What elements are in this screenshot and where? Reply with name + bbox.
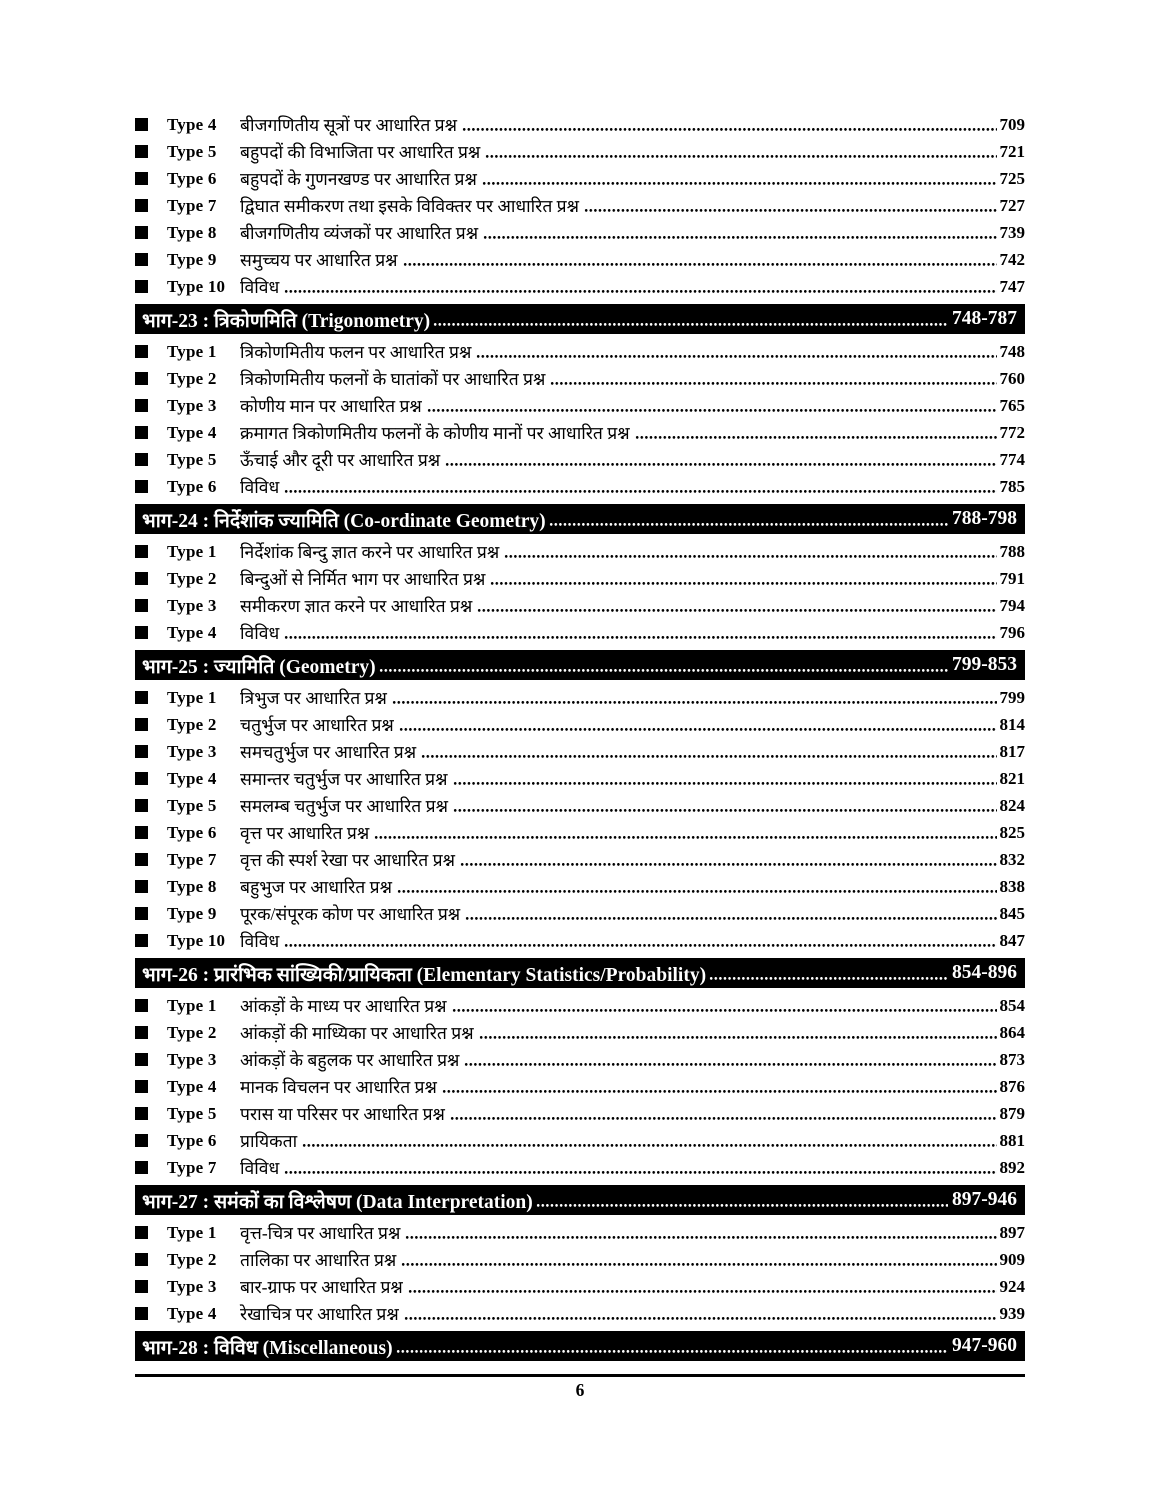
toc-content	[135, 111, 1025, 1401]
entry-page-number: 864	[999, 1022, 1025, 1042]
toc-sections	[135, 111, 1025, 1361]
toc-entry	[135, 992, 1025, 1019]
dot-leader	[421, 738, 996, 765]
dot-leader	[374, 819, 996, 846]
entry-type-label: Type 4	[167, 768, 217, 788]
section-page-range: 788-798	[952, 508, 1017, 529]
entry-type-label: Type 5	[167, 449, 217, 469]
entry-type-label: Type 3	[167, 1049, 217, 1069]
entry-type-label: Type 6	[167, 1130, 217, 1150]
toc-entry	[135, 684, 1025, 711]
entry-type-label: Type 5	[167, 141, 217, 161]
dot-leader	[284, 273, 996, 300]
bullet-square-icon	[135, 1134, 148, 1147]
toc-entry	[135, 792, 1025, 819]
entry-page-number: 774	[999, 449, 1025, 469]
dot-leader	[482, 165, 997, 192]
entry-title: समलम्ब चतुर्भुज पर आधारित प्रश्न	[240, 795, 448, 816]
entry-title: आंकड़ों के माध्य पर आधारित प्रश्न	[240, 995, 447, 1016]
entry-type-label: Type 3	[167, 595, 217, 615]
entry-type-label: Type 7	[167, 195, 217, 215]
entry-type-label: Type 8	[167, 876, 217, 896]
entry-title: चतुर्भुज पर आधारित प्रश्न	[240, 714, 394, 735]
toc-entry	[135, 592, 1025, 619]
entry-page-number: 876	[999, 1076, 1025, 1096]
dot-leader	[442, 1073, 997, 1100]
entry-title: विविध	[240, 276, 280, 297]
entry-type-label: Type 9	[167, 249, 217, 269]
toc-entry	[135, 565, 1025, 592]
toc-entry	[135, 1154, 1025, 1181]
entry-type-label: Type 1	[167, 687, 217, 707]
entry-page-number: 709	[999, 114, 1025, 134]
section-header-bar	[135, 1185, 1025, 1215]
toc-entry	[135, 365, 1025, 392]
bullet-square-icon	[135, 907, 148, 920]
bullet-square-icon	[135, 772, 148, 785]
dot-leader	[635, 419, 997, 446]
entry-title: समुच्चय पर आधारित प्रश्न	[240, 249, 398, 270]
entry-type-label: Type 1	[167, 341, 217, 361]
toc-entry	[135, 138, 1025, 165]
bullet-square-icon	[135, 226, 148, 239]
entry-title: विविध	[240, 930, 280, 951]
entry-type-label: Type 3	[167, 395, 217, 415]
section-title: भाग-26 : प्रारंभिक सांख्यिकी/प्रायिकता (Elementary Statistics/Probability)	[142, 964, 707, 986]
dot-leader	[445, 446, 996, 473]
bullet-square-icon	[135, 172, 148, 185]
section-page-range: 799-853	[952, 654, 1017, 675]
entry-type-label: Type 10	[167, 930, 226, 950]
entry-title: त्रिकोणमितीय फलन पर आधारित प्रश्न	[240, 341, 472, 362]
bullet-square-icon	[135, 999, 148, 1012]
dot-leader	[479, 1019, 997, 1046]
dot-leader	[584, 192, 996, 219]
entry-type-label: Type 4	[167, 422, 217, 442]
bullet-square-icon	[135, 372, 148, 385]
entry-type-label: Type 1	[167, 541, 217, 561]
bullet-square-icon	[135, 1226, 148, 1239]
entry-page-number: 873	[999, 1049, 1025, 1069]
dot-leader	[460, 846, 997, 873]
toc-entry	[135, 473, 1025, 500]
bullet-square-icon	[135, 626, 148, 639]
entry-type-label: Type 7	[167, 1157, 217, 1177]
entry-page-number: 832	[999, 849, 1025, 869]
entry-type-label: Type 3	[167, 1276, 217, 1296]
entry-title: बहुपदों के गुणनखण्ड पर आधारित प्रश्न	[240, 168, 477, 189]
dot-leader	[536, 1185, 948, 1215]
toc-entry	[135, 1019, 1025, 1046]
entry-type-label: Type 2	[167, 714, 217, 734]
entry-page-number: 824	[999, 795, 1025, 815]
section-header-bar	[135, 304, 1025, 334]
toc-entry	[135, 1073, 1025, 1100]
bullet-square-icon	[135, 853, 148, 866]
entry-title: समान्तर चतुर्भुज पर आधारित प्रश्न	[240, 768, 448, 789]
entry-title: बिन्दुओं से निर्मित भाग पर आधारित प्रश्न	[240, 568, 486, 589]
entry-page-number: 817	[999, 741, 1025, 761]
dot-leader	[483, 219, 996, 246]
entry-page-number: 879	[999, 1103, 1025, 1123]
entry-page-number: 748	[999, 341, 1025, 361]
entry-type-label: Type 4	[167, 1303, 217, 1323]
entry-title: ऊँचाई और दूरी पर आधारित प्रश्न	[240, 449, 441, 470]
section-title: भाग-25 : ज्यामिति (Geometry)	[142, 656, 376, 678]
toc-entry	[135, 819, 1025, 846]
entry-page-number: 772	[999, 422, 1025, 442]
toc-entry	[135, 192, 1025, 219]
bullet-square-icon	[135, 118, 148, 131]
entry-page-number: 760	[999, 368, 1025, 388]
dot-leader	[462, 111, 997, 138]
section-page-range: 897-946	[952, 1189, 1017, 1210]
toc-entry	[135, 765, 1025, 792]
section-page-range: 854-896	[952, 962, 1017, 983]
dot-leader	[403, 246, 997, 273]
dot-leader	[485, 138, 996, 165]
dot-leader	[464, 1046, 996, 1073]
entry-type-label: Type 1	[167, 995, 217, 1015]
entry-page-number: 739	[999, 222, 1025, 242]
entry-title: विविध	[240, 1157, 280, 1178]
entry-title: बहुपदों की विभाजिता पर आधारित प्रश्न	[240, 141, 481, 162]
entry-type-label: Type 2	[167, 368, 217, 388]
bullet-square-icon	[135, 572, 148, 585]
entry-title: परास या परिसर पर आधारित प्रश्न	[240, 1103, 445, 1124]
section-header-bar	[135, 650, 1025, 680]
section-title: भाग-23 : त्रिकोणमिति (Trigonometry)	[142, 310, 431, 332]
dot-leader	[476, 338, 996, 365]
dot-leader	[549, 504, 948, 534]
entry-type-label: Type 8	[167, 222, 217, 242]
toc-entry	[135, 111, 1025, 138]
dot-leader	[302, 1127, 996, 1154]
entry-title: समचतुर्भुज पर आधारित प्रश्न	[240, 741, 417, 762]
entry-title: समीकरण ज्ञात करने पर आधारित प्रश्न	[240, 595, 473, 616]
bullet-square-icon	[135, 718, 148, 731]
dot-leader	[399, 711, 997, 738]
entry-page-number: 721	[999, 141, 1025, 161]
entry-type-label: Type 7	[167, 849, 217, 869]
entry-page-number: 727	[999, 195, 1025, 215]
bullet-square-icon	[135, 345, 148, 358]
entry-page-number: 747	[999, 276, 1025, 296]
entry-type-label: Type 4	[167, 114, 217, 134]
bullet-square-icon	[135, 1053, 148, 1066]
bullet-square-icon	[135, 1080, 148, 1093]
entry-title: कोणीय मान पर आधारित प्रश्न	[240, 395, 422, 416]
entry-page-number: 821	[999, 768, 1025, 788]
entry-title: विविध	[240, 476, 280, 497]
toc-entry	[135, 1046, 1025, 1073]
toc-entry	[135, 619, 1025, 646]
toc-entry	[135, 219, 1025, 246]
entry-title: विविध	[240, 622, 280, 643]
entry-page-number: 794	[999, 595, 1025, 615]
dot-leader	[452, 992, 997, 1019]
bullet-square-icon	[135, 826, 148, 839]
bullet-square-icon	[135, 880, 148, 893]
dot-leader	[284, 927, 996, 954]
toc-entry	[135, 338, 1025, 365]
bullet-square-icon	[135, 426, 148, 439]
entry-page-number: 939	[999, 1303, 1025, 1323]
toc-entry	[135, 419, 1025, 446]
dot-leader	[504, 538, 996, 565]
bullet-square-icon	[135, 745, 148, 758]
entry-page-number: 785	[999, 476, 1025, 496]
entry-title: त्रिकोणमितीय फलनों के घातांकों पर आधारित प्रश्न	[240, 368, 546, 389]
dot-leader	[453, 765, 997, 792]
dot-leader	[427, 392, 997, 419]
bullet-square-icon	[135, 1307, 148, 1320]
entry-type-label: Type 5	[167, 1103, 217, 1123]
entry-title: बीजगणितीय सूत्रों पर आधारित प्रश्न	[240, 114, 457, 135]
entry-title: वृत्त की स्पर्श रेखा पर आधारित प्रश्न	[240, 849, 455, 870]
dot-leader	[450, 1100, 997, 1127]
entry-title: आंकड़ों के बहुलक पर आधारित प्रश्न	[240, 1049, 460, 1070]
entry-page-number: 909	[999, 1249, 1025, 1269]
toc-entry	[135, 1246, 1025, 1273]
entry-page-number: 825	[999, 822, 1025, 842]
toc-entry	[135, 538, 1025, 565]
entry-type-label: Type 1	[167, 1222, 217, 1242]
entry-page-number: 892	[999, 1157, 1025, 1177]
entry-page-number: 838	[999, 876, 1025, 896]
bullet-square-icon	[135, 1253, 148, 1266]
entry-page-number: 742	[999, 249, 1025, 269]
bullet-square-icon	[135, 145, 148, 158]
dot-leader	[490, 565, 996, 592]
dot-leader	[433, 304, 948, 334]
bullet-square-icon	[135, 253, 148, 266]
bullet-square-icon	[135, 199, 148, 212]
entry-title: रेखाचित्र पर आधारित प्रश्न	[240, 1303, 399, 1324]
dot-leader	[401, 1246, 996, 1273]
dot-leader	[284, 619, 996, 646]
dot-leader	[392, 684, 997, 711]
entry-type-label: Type 4	[167, 1076, 217, 1096]
bullet-square-icon	[135, 480, 148, 493]
bullet-square-icon	[135, 280, 148, 293]
entry-title: बहुभुज पर आधारित प्रश्न	[240, 876, 392, 897]
entry-page-number: 854	[999, 995, 1025, 1015]
entry-title: बीजगणितीय व्यंजकों पर आधारित प्रश्न	[240, 222, 479, 243]
toc-entry	[135, 446, 1025, 473]
section-header-bar	[135, 1331, 1025, 1361]
toc-entry	[135, 738, 1025, 765]
toc-entry	[135, 1273, 1025, 1300]
dot-leader	[405, 1219, 996, 1246]
entry-type-label: Type 3	[167, 741, 217, 761]
bullet-square-icon	[135, 399, 148, 412]
entry-type-label: Type 9	[167, 903, 217, 923]
bullet-square-icon	[135, 799, 148, 812]
entry-title: प्रायिकता	[240, 1130, 298, 1151]
entry-type-label: Type 4	[167, 622, 217, 642]
bullet-square-icon	[135, 599, 148, 612]
section-page-range: 947-960	[952, 1335, 1017, 1356]
toc-entry	[135, 1300, 1025, 1327]
toc-entry	[135, 392, 1025, 419]
toc-entry	[135, 927, 1025, 954]
entry-page-number: 765	[999, 395, 1025, 415]
entry-type-label: Type 2	[167, 1022, 217, 1042]
entry-title: त्रिभुज पर आधारित प्रश्न	[240, 687, 387, 708]
dot-leader	[709, 958, 948, 988]
entry-page-number: 799	[999, 687, 1025, 707]
toc-entry	[135, 246, 1025, 273]
entry-title: तालिका पर आधारित प्रश्न	[240, 1249, 397, 1270]
toc-entry	[135, 1100, 1025, 1127]
toc-entry	[135, 273, 1025, 300]
entry-type-label: Type 2	[167, 1249, 217, 1269]
section-title: भाग-28 : विविध (Miscellaneous)	[142, 1337, 393, 1359]
dot-leader	[465, 900, 996, 927]
entry-type-label: Type 6	[167, 168, 217, 188]
entry-page-number: 725	[999, 168, 1025, 188]
entry-title: वृत्त-चित्र पर आधारित प्रश्न	[240, 1222, 401, 1243]
entry-title: आंकड़ों की माध्यिका पर आधारित प्रश्न	[240, 1022, 474, 1043]
entry-page-number: 845	[999, 903, 1025, 923]
bullet-square-icon	[135, 545, 148, 558]
entry-page-number: 897	[999, 1222, 1025, 1242]
entry-type-label: Type 6	[167, 476, 217, 496]
entry-type-label: Type 2	[167, 568, 217, 588]
dot-leader	[397, 873, 997, 900]
toc-entry	[135, 1219, 1025, 1246]
section-title: भाग-27 : समंकों का विश्लेषण (Data Interpretation)	[142, 1191, 533, 1213]
dot-leader	[284, 473, 996, 500]
bullet-square-icon	[135, 453, 148, 466]
dot-leader	[408, 1273, 997, 1300]
toc-entry	[135, 711, 1025, 738]
entry-page-number: 881	[999, 1130, 1025, 1150]
entry-title: क्रमागत त्रिकोणमितीय फलनों के कोणीय मानों पर आधारित प्रश्न	[240, 422, 630, 443]
entry-page-number: 791	[999, 568, 1025, 588]
bullet-square-icon	[135, 1107, 148, 1120]
dot-leader	[404, 1300, 997, 1327]
entry-type-label: Type 10	[167, 276, 226, 296]
entry-page-number: 788	[999, 541, 1025, 561]
entry-page-number: 796	[999, 622, 1025, 642]
section-header-bar	[135, 504, 1025, 534]
toc-entry	[135, 846, 1025, 873]
toc-entry	[135, 873, 1025, 900]
entry-page-number: 814	[999, 714, 1025, 734]
toc-entry	[135, 165, 1025, 192]
entry-title: निर्देशांक बिन्दु ज्ञात करने पर आधारित प्रश्न	[240, 541, 500, 562]
bullet-square-icon	[135, 1161, 148, 1174]
section-page-range: 748-787	[952, 308, 1017, 329]
entry-type-label: Type 5	[167, 795, 217, 815]
footer-divider	[135, 1374, 1025, 1377]
entry-page-number: 847	[999, 930, 1025, 950]
dot-leader	[453, 792, 997, 819]
bullet-square-icon	[135, 1280, 148, 1293]
dot-leader	[379, 650, 948, 680]
toc-entry	[135, 900, 1025, 927]
section-header-bar	[135, 958, 1025, 988]
section-title: भाग-24 : निर्देशांक ज्यामिति (Co-ordinate Geometry)	[142, 510, 546, 532]
entry-type-label: Type 6	[167, 822, 217, 842]
entry-title: पूरक/संपूरक कोण पर आधारित प्रश्न	[240, 903, 461, 924]
dot-leader	[396, 1331, 948, 1361]
bullet-square-icon	[135, 934, 148, 947]
bullet-square-icon	[135, 1026, 148, 1039]
entry-page-number: 924	[999, 1276, 1025, 1296]
entry-title: वृत्त पर आधारित प्रश्न	[240, 822, 370, 843]
entry-title: मानक विचलन पर आधारित प्रश्न	[240, 1076, 437, 1097]
entry-title: बार-ग्राफ पर आधारित प्रश्न	[240, 1276, 403, 1297]
dot-leader	[477, 592, 996, 619]
bullet-square-icon	[135, 691, 148, 704]
footer-page-number: 6	[575, 1380, 585, 1400]
toc-entry	[135, 1127, 1025, 1154]
dot-leader	[550, 365, 996, 392]
dot-leader	[284, 1154, 996, 1181]
entry-title: द्विघात समीकरण तथा इसके विविक्तर पर आधारित प्रश्न	[240, 195, 580, 216]
